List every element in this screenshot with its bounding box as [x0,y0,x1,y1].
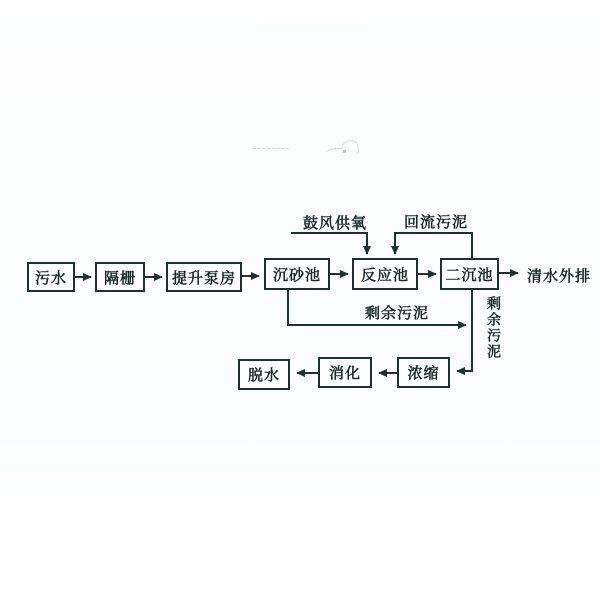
label-excess-sludge-vertical: 剩余污泥 [485,296,501,360]
node-digestion [318,357,372,388]
edge-return-sludge [395,233,472,259]
node-dewatering [238,359,290,390]
edge-clarifier-to-thickening [457,290,472,371]
node-wastewater [27,262,75,292]
node-wastewater-label: 污水 [34,268,67,287]
node-grit-chamber-label: 沉砂池 [272,265,321,284]
node-thickening-label: 浓缩 [407,364,440,382]
node-dewatering-label: 脱水 [247,366,280,384]
node-bar-screen [95,262,145,292]
node-bar-screen-label: 隔栅 [103,268,136,287]
node-secondary-clarifier-label: 二沉池 [445,265,494,284]
label-effluent-discharge: 清水外排 [527,267,592,285]
node-lift-pump-house [166,262,242,292]
label-excess-sludge: 剩余污泥 [365,304,430,322]
label-return-sludge: 回流污泥 [404,213,469,231]
node-reaction-tank-label: 反应池 [360,265,409,284]
node-thickening [397,357,450,388]
node-secondary-clarifier [440,258,499,290]
node-reaction-tank [352,258,418,290]
node-lift-pump-house-label: 提升泵房 [171,268,236,287]
node-digestion-label: 消化 [328,364,361,382]
label-blower-oxygen: 鼓风供氧 [303,214,368,232]
edge-blower-to-reaction [291,233,367,254]
node-grit-chamber [264,258,330,290]
